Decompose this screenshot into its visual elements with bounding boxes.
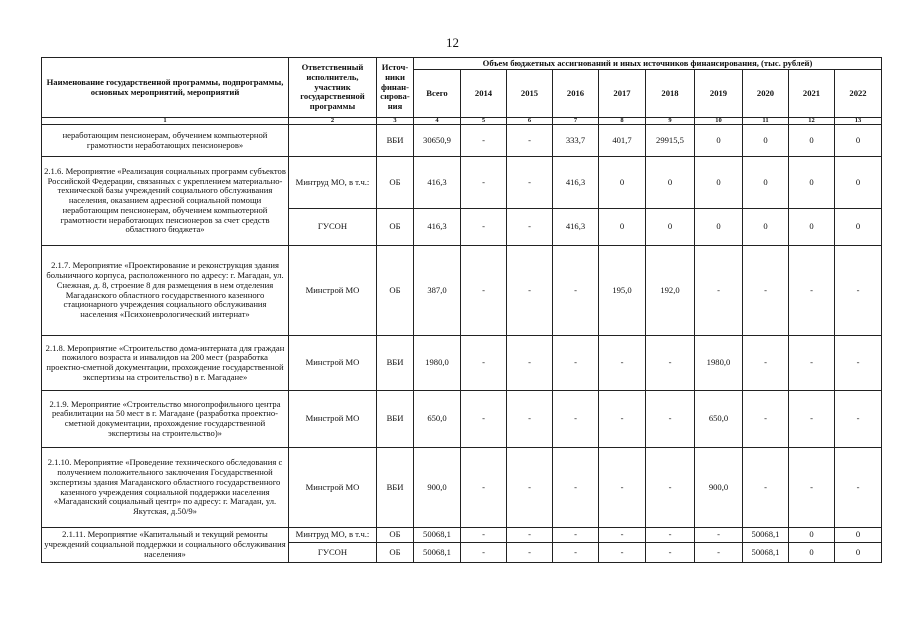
- year-value: -: [789, 391, 835, 448]
- event-name: 2.1.6. Мероприятие «Реализация социальных программ субъектов Российской Федерации, связанных с укреплением материально-технической базы учреждений социального обслуживания населения, оказанием адресной социальной помощи неработающим пенсионерам, обучением компьютерной грамотности неработающих пенсионеров за счет средств областного бюджета»: [42, 157, 289, 246]
- year-header: 2014: [461, 70, 507, 118]
- header-row: [42, 58, 882, 70]
- total-column-header: Всего: [414, 70, 461, 118]
- source-cell: ОБ: [377, 246, 414, 336]
- total-cell: 416,3: [414, 157, 461, 209]
- column-number: 13: [835, 118, 882, 125]
- year-value: 0: [646, 209, 695, 246]
- year-value: -: [507, 246, 553, 336]
- year-value: 0: [789, 209, 835, 246]
- event-name: 2.1.10. Мероприятие «Проведение технического обследования с получением положительного заключения Государственной экспертизы здания Магаданского областного государственного казенного учреждения социальной поддержки населения «Магаданский социальный центр» по адресу: г. Магадан, ул. Якутская, д.50/9»: [42, 448, 289, 528]
- year-value: -: [599, 528, 646, 543]
- source-cell: ОБ: [377, 209, 414, 246]
- year-value: -: [461, 125, 507, 157]
- year-value: 0: [789, 157, 835, 209]
- column-number-row: [42, 118, 882, 125]
- year-value: 333,7: [553, 125, 599, 157]
- year-value: -: [646, 448, 695, 528]
- column-number: 8: [599, 118, 646, 125]
- executor-cell: ГУСОН: [289, 209, 377, 246]
- executor-cell: [289, 125, 377, 157]
- year-value: -: [789, 246, 835, 336]
- year-value: -: [553, 543, 599, 563]
- year-value: -: [461, 157, 507, 209]
- year-value: 416,3: [553, 209, 599, 246]
- year-value: -: [646, 543, 695, 563]
- year-value: 50068,1: [743, 528, 789, 543]
- column-number: 11: [743, 118, 789, 125]
- total-cell: 30650,9: [414, 125, 461, 157]
- year-value: -: [646, 391, 695, 448]
- source-cell: ОБ: [377, 528, 414, 543]
- year-value: 0: [743, 125, 789, 157]
- year-value: 29915,5: [646, 125, 695, 157]
- year-header: 2019: [695, 70, 743, 118]
- year-value: 0: [789, 528, 835, 543]
- year-value: -: [461, 528, 507, 543]
- year-value: -: [507, 543, 553, 563]
- column-number: 4: [414, 118, 461, 125]
- executor-column-header: Ответственный исполнитель, участник государственной программы: [289, 58, 377, 118]
- source-column-header: Источ-ники финан-сирова-ния: [377, 58, 414, 118]
- year-value: 900,0: [695, 448, 743, 528]
- total-cell: 50068,1: [414, 543, 461, 563]
- year-value: -: [461, 246, 507, 336]
- executor-cell: Минтруд МО, в т.ч.:: [289, 157, 377, 209]
- table-row: [42, 125, 882, 157]
- year-value: -: [507, 336, 553, 391]
- year-value: 0: [835, 209, 882, 246]
- year-value: -: [507, 528, 553, 543]
- year-value: 0: [646, 157, 695, 209]
- year-value: -: [743, 448, 789, 528]
- source-cell: ВБИ: [377, 125, 414, 157]
- year-value: -: [835, 336, 882, 391]
- year-value: -: [461, 448, 507, 528]
- column-number: 9: [646, 118, 695, 125]
- year-value: 0: [743, 209, 789, 246]
- table-row: [42, 448, 882, 528]
- year-value: 401,7: [599, 125, 646, 157]
- column-number: 12: [789, 118, 835, 125]
- table-row: [42, 528, 882, 543]
- source-cell: ВБИ: [377, 391, 414, 448]
- year-value: -: [507, 391, 553, 448]
- year-header: 2020: [743, 70, 789, 118]
- name-column-header: Наименование государственной программы, подпрограммы, основных мероприятий, мероприятий: [42, 58, 289, 118]
- year-value: 416,3: [553, 157, 599, 209]
- year-value: 0: [835, 125, 882, 157]
- total-cell: 50068,1: [414, 528, 461, 543]
- year-header: 2018: [646, 70, 695, 118]
- year-value: -: [743, 246, 789, 336]
- year-value: 50068,1: [743, 543, 789, 563]
- volume-column-header: Объем бюджетных ассигнований и иных источников финансирования, (тыс. рублей): [414, 58, 882, 70]
- year-value: -: [789, 448, 835, 528]
- year-value: -: [553, 336, 599, 391]
- year-value: 0: [599, 209, 646, 246]
- year-value: 0: [789, 125, 835, 157]
- budget-table: [41, 57, 882, 563]
- year-value: 0: [599, 157, 646, 209]
- column-number: 2: [289, 118, 377, 125]
- year-value: -: [695, 528, 743, 543]
- year-value: -: [553, 391, 599, 448]
- year-value: -: [599, 336, 646, 391]
- year-value: 1980,0: [695, 336, 743, 391]
- column-number: 7: [553, 118, 599, 125]
- year-value: -: [507, 209, 553, 246]
- executor-cell: Минстрой МО: [289, 448, 377, 528]
- year-value: 0: [835, 528, 882, 543]
- year-value: 0: [789, 543, 835, 563]
- table-row: [42, 157, 882, 209]
- table-row: [42, 336, 882, 391]
- source-cell: ВБИ: [377, 336, 414, 391]
- year-value: -: [507, 157, 553, 209]
- year-value: -: [695, 246, 743, 336]
- year-value: -: [461, 543, 507, 563]
- column-number: 10: [695, 118, 743, 125]
- year-header: 2016: [553, 70, 599, 118]
- executor-cell: Минстрой МО: [289, 246, 377, 336]
- year-value: 195,0: [599, 246, 646, 336]
- year-header: 2015: [507, 70, 553, 118]
- table-row: [42, 391, 882, 448]
- event-name: неработающим пенсионерам, обучением компьютерной грамотности неработающих пенсионеров»: [42, 125, 289, 157]
- year-value: -: [743, 391, 789, 448]
- event-name: 2.1.9. Мероприятие «Строительство многопрофильного центра реабилитации на 50 мест в г. Магадане (разработка проектно-сметной документации, прохождение государственной экспертизы на строительство)»: [42, 391, 289, 448]
- total-cell: 416,3: [414, 209, 461, 246]
- year-header: 2017: [599, 70, 646, 118]
- event-name: 2.1.11. Мероприятие «Капитальный и текущий ремонты учреждений социальной поддержки и социального обслуживания населения»: [42, 528, 289, 563]
- table-row: [42, 246, 882, 336]
- executor-cell: Минстрой МО: [289, 336, 377, 391]
- year-value: -: [646, 336, 695, 391]
- year-value: -: [553, 246, 599, 336]
- year-value: -: [461, 336, 507, 391]
- total-cell: 650,0: [414, 391, 461, 448]
- year-value: 0: [695, 157, 743, 209]
- column-number: 6: [507, 118, 553, 125]
- year-value: -: [835, 391, 882, 448]
- year-value: -: [835, 246, 882, 336]
- event-name: 2.1.7. Мероприятие «Проектирование и реконструкция здания больничного корпуса, расположенного по адресу: г. Магадан, ул. Снежная, д. 8, строение 8 для размещения в нем отделения Магаданского областного государственного казенного стационарного учреждения социального обслуживания населения «Психоневрологический интернат»: [42, 246, 289, 336]
- source-cell: ОБ: [377, 543, 414, 563]
- year-value: -: [789, 336, 835, 391]
- total-cell: 900,0: [414, 448, 461, 528]
- year-value: -: [599, 391, 646, 448]
- event-name: 2.1.8. Мероприятие «Строительство дома-интерната для граждан пожилого возраста и инвалидов на 200 мест (разработка проектно-сметной документации, прохождение государственной экспертизы на строительство) в г. Магадане»: [42, 336, 289, 391]
- year-value: 0: [695, 209, 743, 246]
- year-value: 0: [695, 125, 743, 157]
- column-number: 3: [377, 118, 414, 125]
- year-value: -: [835, 448, 882, 528]
- source-cell: ВБИ: [377, 448, 414, 528]
- year-header: 2022: [835, 70, 882, 118]
- column-number: 1: [42, 118, 289, 125]
- year-value: 0: [835, 543, 882, 563]
- year-value: -: [695, 543, 743, 563]
- total-cell: 1980,0: [414, 336, 461, 391]
- total-cell: 387,0: [414, 246, 461, 336]
- executor-cell: Минстрой МО: [289, 391, 377, 448]
- year-value: 0: [835, 157, 882, 209]
- year-value: -: [507, 448, 553, 528]
- year-value: 650,0: [695, 391, 743, 448]
- year-value: 0: [743, 157, 789, 209]
- year-value: -: [553, 528, 599, 543]
- year-value: -: [599, 543, 646, 563]
- executor-cell: ГУСОН: [289, 543, 377, 563]
- page-number: 12: [446, 35, 459, 50]
- executor-cell: Минтруд МО, в т.ч.:: [289, 528, 377, 543]
- year-value: -: [461, 209, 507, 246]
- year-value: -: [743, 336, 789, 391]
- year-header: 2021: [789, 70, 835, 118]
- year-value: -: [507, 125, 553, 157]
- source-cell: ОБ: [377, 157, 414, 209]
- column-number: 5: [461, 118, 507, 125]
- year-value: 192,0: [646, 246, 695, 336]
- year-value: -: [461, 391, 507, 448]
- year-value: -: [553, 448, 599, 528]
- year-value: -: [646, 528, 695, 543]
- year-value: -: [599, 448, 646, 528]
